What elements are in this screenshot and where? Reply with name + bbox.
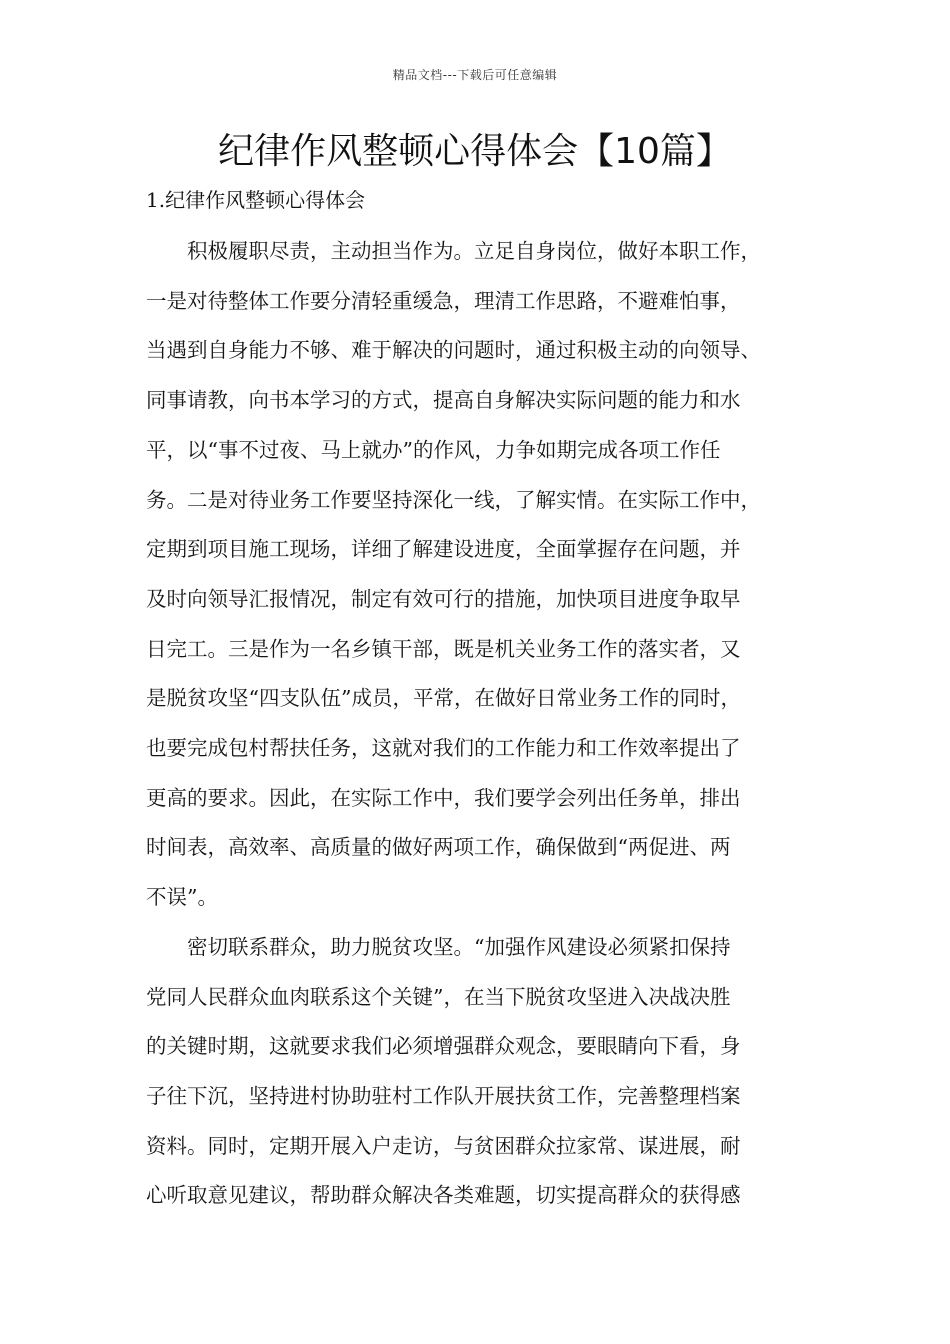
header-note: 精品文档---下载后可任意编辑 — [392, 68, 558, 82]
body-text — [146, 227, 812, 1221]
paragraph-line: 党同人民群众血肉联系这个关键”，在当下脱贫攻坚进入决战决胜 — [146, 984, 731, 1009]
document-title: 纪律作风整顿心得体会【10篇】 — [218, 131, 732, 172]
paragraph-line: 是脱贫攻坚“四支队伍”成员，平常，在做好日常业务工作的同时， — [146, 686, 741, 711]
paragraph-line: 积极履职尽责，主动担当作为。立足自身岗位，做好本职工作， — [187, 239, 761, 263]
paragraph-line: 定期到项目施工现场，详细了解建设进度，全面掌握存在问题，并 — [146, 537, 741, 562]
paragraph-2 — [146, 923, 812, 1221]
paragraph-line: 同事请教，向书本学习的方式，提高自身解决实际问题的能力和水 — [146, 388, 741, 413]
paragraph-line: 也要完成包村帮扶任务，这就对我们的工作能力和工作效率提出了 — [146, 736, 741, 761]
paragraph-line: 不误”。 — [146, 885, 218, 910]
paragraph-line: 当遇到自身能力不够、难于解决的问题时，通过积极主动的向领导、 — [146, 338, 761, 363]
paragraph-line: 更高的要求。因此，在实际工作中，我们要学会列出任务单，排出 — [146, 785, 741, 810]
paragraph-1 — [146, 227, 812, 923]
section-heading: 1.纪律作风整顿心得体会 — [146, 188, 366, 212]
paragraph-line: 资料。同时，定期开展入户走访，与贫困群众拉家常、谋进展，耐 — [146, 1133, 741, 1158]
paragraph-line: 子往下沉，坚持进村协助驻村工作队开展扶贫工作，完善整理档案 — [146, 1083, 741, 1108]
paragraph-line: 及时向领导汇报情况，制定有效可行的措施，加快项目进度争取早 — [146, 586, 741, 611]
paragraph-line: 密切联系群众，助力脱贫攻坚。“加强作风建设必须紧扣保持 — [187, 934, 731, 959]
paragraph-line: 的关键时期，这就要求我们必须增强群众观念，要眼睛向下看，身 — [146, 1034, 741, 1059]
paragraph-line: 时间表，高效率、高质量的做好两项工作，确保做到“两促进、两 — [146, 835, 731, 860]
paragraph-line: 心听取意见建议，帮助群众解决各类难题，切实提高群众的获得感 — [146, 1183, 741, 1208]
paragraph-line: 平，以“事不过夜、马上就办”的作风，力争如期完成各项工作任 — [146, 437, 721, 462]
paragraph-line: 一是对待整体工作要分清轻重缓急，理清工作思路，不避难怕事， — [146, 288, 741, 313]
paragraph-line: 务。二是对待业务工作要坚持深化一线，了解实情。在实际工作中， — [146, 487, 761, 512]
paragraph-line: 日完工。三是作为一名乡镇干部，既是机关业务工作的落实者，又 — [146, 636, 741, 661]
